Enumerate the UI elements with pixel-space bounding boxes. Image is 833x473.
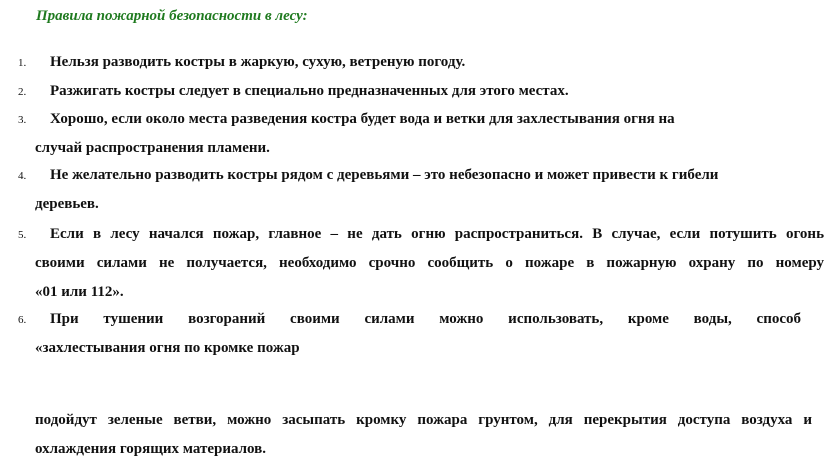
list-item-line: Нельзя разводить костры в жаркую, сухую, ветреную погоду. bbox=[50, 54, 466, 70]
list-item-line: «01 или 112». bbox=[35, 284, 124, 300]
list-item-line: случай распространения пламени. bbox=[35, 140, 270, 156]
paragraph-line: подойдут зеленые ветви, можно засыпать кромку пожара грунтом, для перекрытия доступа воздуха и bbox=[35, 412, 812, 428]
list-item-number: 3. bbox=[18, 114, 27, 126]
list-item-line: При тушении возгораний своими силами можно использовать, кроме воды, способ bbox=[50, 311, 801, 327]
list-item-line: «захлестывания огня по кромке пожар bbox=[35, 340, 300, 356]
list-item-number: 4. bbox=[18, 170, 27, 182]
list-item-number: 1. bbox=[18, 57, 27, 69]
list-item-line: деревьев. bbox=[35, 196, 99, 212]
list-item-line: Разжигать костры следует в специально предназначенных для этого местах. bbox=[50, 83, 569, 99]
paragraph-line: охлаждения горящих материалов. bbox=[35, 441, 267, 457]
list-item-number: 2. bbox=[18, 86, 27, 98]
list-item-number: 5. bbox=[18, 229, 27, 241]
list-item-line: Не желательно разводить костры рядом с деревьями – это небезопасно и может привести к гибели bbox=[50, 167, 719, 183]
document-title: Правила пожарной безопасности в лесу: bbox=[36, 8, 308, 24]
list-item-line: своими силами не получается, необходимо срочно сообщить о пожаре в пожарную охрану по номеру bbox=[35, 255, 824, 271]
list-item-line: Если в лесу начался пожар, главное – не дать огню распространиться. В случае, если потушить огонь bbox=[50, 226, 824, 242]
list-item-number: 6. bbox=[18, 314, 27, 326]
list-item-line: Хорошо, если около места разведения костра будет вода и ветки для захлестывания огня на bbox=[50, 111, 675, 127]
